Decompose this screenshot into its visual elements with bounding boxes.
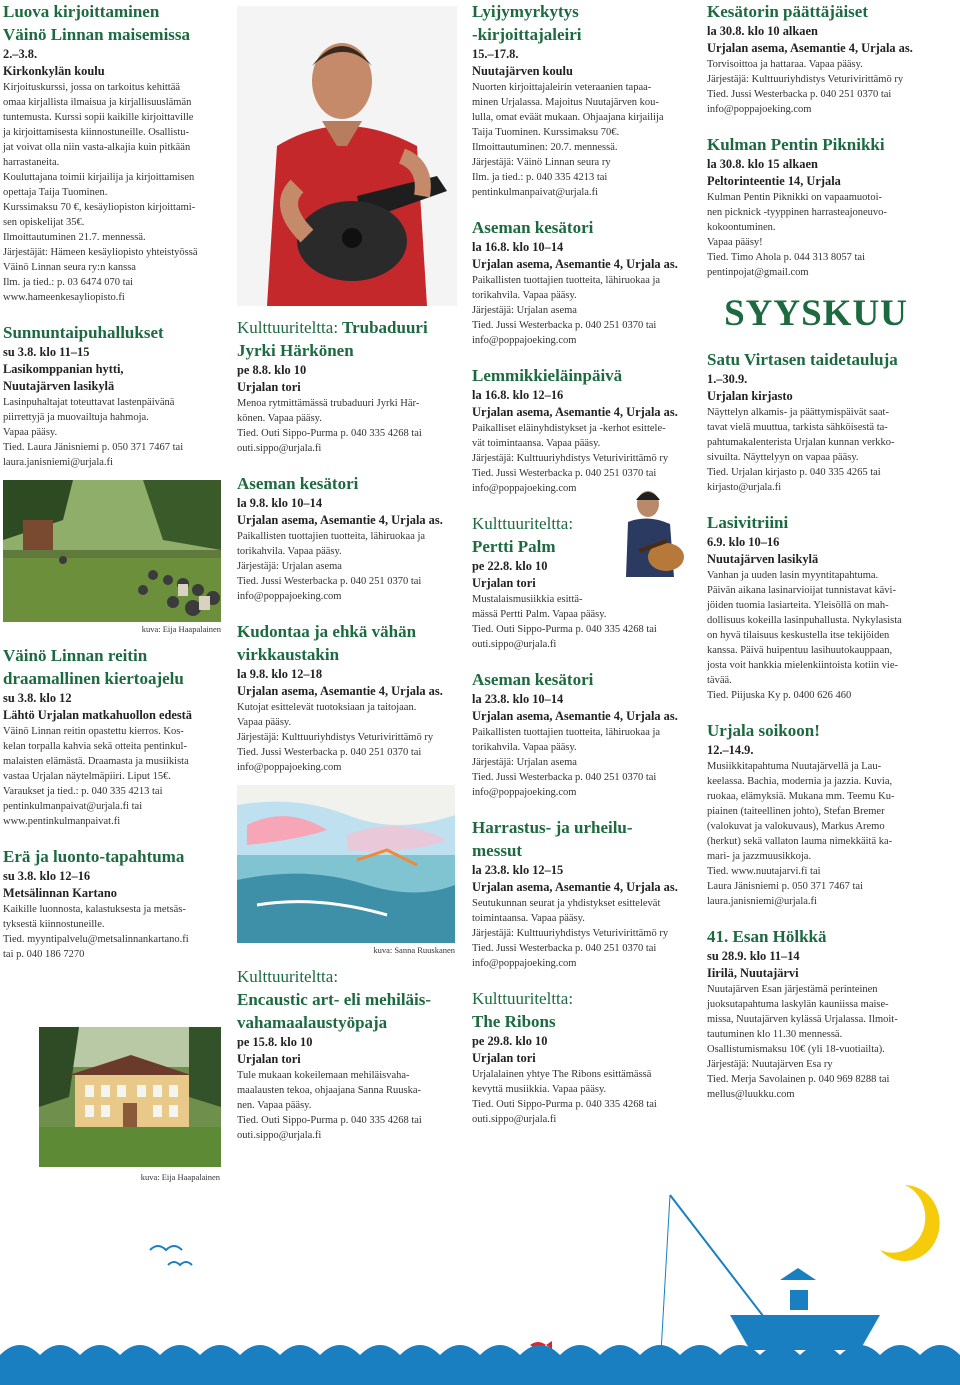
- photo-credit: kuva: Sanna Ruuskanen: [373, 945, 455, 955]
- event-body: [472, 592, 690, 652]
- event-text-line: Nuutajärven Esan järjestämä perinteinen: [707, 984, 878, 995]
- event-title: Aseman kesätori: [472, 670, 594, 689]
- event-text-line: Musiikkitapahtuma Nuutajärvellä ja Lau-: [707, 761, 882, 772]
- event-text-line: sivuilta. Näyttelyyn on vapaa pääsy.: [707, 452, 859, 463]
- event-body: [707, 759, 925, 909]
- event-body: [237, 700, 455, 775]
- event-place: Urjalan kirjasto: [707, 389, 793, 403]
- event-text-line[interactable]: info@poppajoeking.com: [472, 483, 577, 494]
- event-lasivitriini: [707, 511, 925, 703]
- event-urjala-soikoon: [707, 719, 925, 909]
- event-date: 2.–3.8.: [3, 47, 38, 61]
- event-kiertoajelu: [3, 644, 221, 829]
- event-body: [472, 80, 690, 200]
- event-text-line: Näyttelyn alkamis- ja päättymispäivät saat-: [707, 407, 889, 418]
- event-text-line: dollisuus kokeilla lasinpuhallusta. Nykylasista: [707, 615, 902, 626]
- event-text-line[interactable]: info@poppajoeking.com: [237, 762, 342, 773]
- event-text-line: josta voit hankkia mielenkiintoista kotiin vie-: [707, 660, 899, 671]
- event-text-line: jat voivat olla niin vasta-alkajia kuin pitkään: [3, 142, 191, 153]
- event-text-line: Järjestäjä: Nuutajärven Esa ry: [707, 1059, 833, 1070]
- event-body: [707, 405, 925, 495]
- event-text-line: torikahvila. Vapaa pääsy.: [472, 290, 577, 301]
- event-date: la 9.8. klo 12–18: [237, 667, 323, 681]
- event-encaustic: [237, 965, 455, 1143]
- event-text-line: Kaikille luonnosta, kalastuksesta ja metsäs-: [3, 904, 186, 915]
- event-text-line: tautuminen klo 11.30 mennessä.: [707, 1029, 843, 1040]
- event-the-ribons: [472, 987, 690, 1127]
- event-luova-kirjoittaminen: [3, 0, 221, 305]
- photo-outdoor-crowd: [3, 480, 221, 622]
- event-lemmikkielainpaiva: [472, 364, 690, 496]
- event-title: vahamaalaustyöpaja: [237, 1013, 388, 1032]
- event-text-line: mari- ja jazzmuusikkoja.: [707, 851, 812, 862]
- event-text-line[interactable]: www.pentinkulmanpaivat.fi: [3, 816, 121, 827]
- event-text-line: nen picknick -tyyppinen harrasteajoneuvo-: [707, 207, 887, 218]
- event-text-line[interactable]: outi.sippo@urjala.fi: [237, 1130, 322, 1141]
- event-title: draamallinen kiertoajelu: [3, 669, 184, 688]
- event-text-line: Järjestäjät: Hämeen kesäyliopisto yhteistyössä: [3, 247, 198, 258]
- event-text-line: sen opiskelijat 35€.: [3, 217, 85, 228]
- event-date: pe 8.8. klo 10: [237, 363, 307, 377]
- event-date: la 23.8. klo 10–14: [472, 692, 564, 706]
- event-text-line: Väinö Linnan seura ry:n kanssa: [3, 262, 136, 273]
- event-place: Kirkonkylän koulu: [3, 64, 105, 78]
- event-text-line: Osallistumismaksu 10€ (yli 18-vuotiailta).: [707, 1044, 885, 1055]
- event-text-line: Järjestäjä: Kulttuuriyhdistys Veturivirittämö ry: [707, 74, 904, 85]
- event-date: pe 15.8. klo 10: [237, 1035, 313, 1049]
- photo-pertti-palm: [618, 482, 690, 582]
- event-text-line: Kutojat esittelevät tuotoksiaan ja taitojaan.: [237, 702, 417, 713]
- column-2: [237, 0, 455, 1143]
- event-text-line[interactable]: pentinkulmanpaivat@urjala.fi: [472, 187, 599, 198]
- event-text-line: tyksestä kiinnostuneille.: [3, 919, 105, 930]
- event-text-line: Tied. Merja Savolainen p. 040 969 8288 tai: [707, 1074, 890, 1085]
- event-title: Jyrki Härkönen: [237, 341, 354, 360]
- event-title: Kulman Pentin Piknikki: [707, 135, 885, 154]
- event-text-line: Tied. Jussi Westerbacka p. 040 251 0370 tai: [707, 89, 892, 100]
- event-text-line: kanssa. Päivä huipentuu lasihuutokauppaan,: [707, 645, 893, 656]
- event-text-line: Nuorten kirjoittajaleirin veteraanien tapaa-: [472, 82, 652, 93]
- event-text-line: nen. Vapaa pääsy.: [237, 1100, 312, 1111]
- event-body: [472, 273, 690, 348]
- event-prefix: Kulttuuriteltta:: [472, 989, 574, 1008]
- event-body: [472, 1067, 690, 1127]
- event-text-line: Varaukset ja tied.: p. 040 335 4213 tai: [3, 786, 163, 797]
- event-place: Peltorinteentie 14, Urjala: [707, 174, 841, 188]
- event-text-line: torikahvila. Vapaa pääsy.: [472, 742, 577, 753]
- photo-credit: kuva: Eija Haapalainen: [141, 624, 221, 634]
- event-text-line: Järjestäjä: Kulttuuriyhdistys Veturivirittämö ry: [472, 928, 669, 939]
- event-date: 6.9. klo 10–16: [707, 535, 780, 549]
- event-date: la 9.8. klo 10–14: [237, 496, 323, 510]
- event-text-line: harrastaneita.: [3, 157, 60, 168]
- event-title: Väinö Linnan maisemissa: [3, 25, 191, 44]
- event-title: -kirjoittajaleiri: [472, 25, 582, 44]
- event-body: [707, 190, 925, 280]
- event-place: Iirilä, Nuutajärvi: [707, 966, 799, 980]
- event-text-line: juoksutapahtuma laskylän kauniissa maise-: [707, 999, 889, 1010]
- event-place: Nuutajärven lasikylä: [3, 379, 115, 393]
- event-date: pe 29.8. klo 10: [472, 1034, 548, 1048]
- event-text-line: Tied. Laura Jänisniemi p. 050 371 7467 tai: [3, 442, 184, 453]
- event-text-line[interactable]: Tied. www.nuutajarvi.fi tai: [707, 866, 821, 877]
- event-place: Urjalan asema, Asemantie 4, Urjala as.: [472, 709, 678, 723]
- column-3: [472, 0, 690, 1127]
- event-harrastusmessut: [472, 816, 690, 971]
- event-text-line[interactable]: Tied. myyntipalvelu@metsalinnankartano.fi: [3, 934, 189, 945]
- event-text-line: kokoontuminen.: [707, 222, 776, 233]
- event-date: 12.–14.9.: [707, 743, 754, 757]
- event-text-line: Päivän aikana lasinarvioijat tunnistavat kävi-: [707, 585, 896, 596]
- event-text-line: lulla, omat eväät mukaan. Ohjaajana kirjailija: [472, 112, 664, 123]
- event-text-line: Kurssimaksu 70 €, kesäyliopiston kirjoittami-: [3, 202, 196, 213]
- event-body: [237, 529, 455, 604]
- event-date: su 3.8. klo 12–16: [3, 869, 91, 883]
- event-pertti-palm: [472, 512, 690, 652]
- event-text-line[interactable]: pentinpojat@gmail.com: [707, 267, 809, 278]
- event-text-line[interactable]: info@poppajoeking.com: [707, 104, 812, 115]
- event-text-line[interactable]: outi.sippo@urjala.fi: [472, 1114, 557, 1125]
- event-title: Urjala soikoon!: [707, 721, 820, 740]
- event-text-line: Paikalliset eläinyhdistykset ja -kerhot esittele-: [472, 423, 666, 434]
- event-kesatorin-paattajaiset: [707, 0, 925, 117]
- event-text-line: (valokuvat ja valokuvaus), Markus Aremo: [707, 821, 885, 832]
- event-text-line: Kulman Pentin Piknikki on vapaamuotoi-: [707, 192, 882, 203]
- event-title: Aseman kesätori: [237, 474, 359, 493]
- event-text-line: Tied. Jussi Westerbacka p. 040 251 0370 tai: [237, 747, 422, 758]
- event-text-line: mässä Pertti Palm. Vapaa pääsy.: [472, 609, 607, 620]
- event-title: Pertti Palm: [472, 537, 556, 556]
- event-text-line: Torvisoittoa ja hattaraa. Vapaa pääsy.: [707, 59, 863, 70]
- event-text-line: Tied. Urjalan kirjasto p. 040 335 4265 tai: [707, 467, 881, 478]
- event-text-line: Järjestäjä: Urjalan asema: [237, 561, 342, 572]
- photo-encaustic-painting: [237, 785, 455, 943]
- sea-waves: [0, 1345, 960, 1385]
- event-text-line: Tied. Jussi Westerbacka p. 040 251 0370 tai: [472, 943, 657, 954]
- event-text-line: Ilmoittautuminen 21.7. mennessä.: [3, 232, 146, 243]
- event-text-line[interactable]: outi.sippo@urjala.fi: [472, 639, 557, 650]
- event-era-ja-luonto: [3, 845, 221, 962]
- event-title: virkkaustakin: [237, 645, 340, 664]
- event-title: [237, 316, 455, 339]
- event-text-line: könen. Vapaa pääsy.: [237, 413, 322, 424]
- event-text-line[interactable]: mellus@luukku.com: [707, 1089, 795, 1100]
- event-date: su 28.9. klo 11–14: [707, 949, 800, 963]
- event-text-line: Kouluttajana toimii kirjailija ja kirjoittamisen: [3, 172, 195, 183]
- moon-icon: [880, 1185, 940, 1261]
- event-place: Urjalan asema, Asemantie 4, Urjala as.: [237, 684, 443, 698]
- event-text-line: Vapaa pääsy.: [237, 717, 292, 728]
- event-text-line: Tied. Timo Ahola p. 044 313 8057 tai: [707, 252, 866, 263]
- event-body: [707, 568, 925, 703]
- event-date: su 3.8. klo 11–15: [3, 345, 90, 359]
- event-prefix: Kulttuuriteltta:: [237, 967, 339, 986]
- event-text-line: Kirjoituskurssi, jossa on tarkoitus kehittää: [3, 82, 181, 93]
- bird-icons: [150, 1246, 192, 1265]
- event-text-line: torikahvila. Vapaa pääsy.: [237, 546, 342, 557]
- event-text-line: Väinö Linnan reitin opastettu kierros. Kos-: [3, 726, 184, 737]
- event-title: Sunnuntaipuhallukset: [3, 323, 164, 342]
- event-text-line: tavat vielä muuttua, tarkista sähköisestä ta-: [707, 422, 888, 433]
- event-text-line: Tied. Outi Sippo-Purma p. 040 335 4268 tai: [472, 624, 657, 635]
- event-text-line[interactable]: laura.janisniemi@urjala.fi: [707, 896, 817, 907]
- event-body: [3, 902, 221, 962]
- event-place: Urjalan asema, Asemantie 4, Urjala as.: [472, 405, 678, 419]
- event-text-line: on hyvä tilaisuus keskustella itse tekijöiden: [707, 630, 890, 641]
- event-text-line: Taija Tuominen. Kurssimaksu 70€.: [472, 127, 620, 138]
- event-date: 15.–17.8.: [472, 47, 519, 61]
- event-text-line: Järjestäjä: Urjalan asema: [472, 757, 577, 768]
- event-place: Urjalan asema, Asemantie 4, Urjala as.: [472, 257, 678, 271]
- event-text-line: ruokaa, elämyksiä. Mukana mm. Teemu Ku-: [707, 791, 895, 802]
- event-place: Urjalan asema, Asemantie 4, Urjala as.: [707, 41, 913, 55]
- event-title: Harrastus- ja urheilu-: [472, 818, 633, 837]
- event-text-line: toimintaansa. Vapaa pääsy.: [472, 913, 585, 924]
- event-place: Metsälinnan Kartano: [3, 886, 117, 900]
- event-body: [3, 724, 221, 829]
- photo-credit: kuva: Eija Haapalainen: [140, 1172, 220, 1182]
- event-body: [237, 396, 455, 456]
- event-date: 1.–30.9.: [707, 372, 748, 386]
- event-title: The Ribons: [472, 1012, 556, 1031]
- event-body: [472, 896, 690, 971]
- event-text-line: tai p. 040 186 7270: [3, 949, 85, 960]
- event-text-line: Tied. Jussi Westerbacka p. 040 251 0370 tai: [472, 320, 657, 331]
- event-text-line: keelassa. Bachia, modernia ja jazzia. Kuvia,: [707, 776, 893, 787]
- event-text-line: vät toimintaansa. Vapaa pääsy.: [472, 438, 601, 449]
- event-date: la 30.8. klo 15 alkaen: [707, 157, 818, 171]
- event-text-line: kevyttä musiikkia. Vapaa pääsy.: [472, 1084, 607, 1095]
- event-date: la 30.8. klo 10 alkaen: [707, 24, 818, 38]
- event-text-line: ja kirjoittamisesta kiinnostuneille. Osallistu-: [3, 127, 190, 138]
- event-text-line[interactable]: info@poppajoeking.com: [472, 335, 577, 346]
- event-text-line: Tied. Piijuska Ky p. 0400 626 460: [707, 690, 852, 701]
- event-aseman-kesatori-1: [237, 472, 455, 604]
- event-text-line: piainen (taiteellinen johto), Stefan Bremer: [707, 806, 885, 817]
- event-title: Lyijymyrkytys: [472, 2, 579, 21]
- event-title: Lemmikkieläinpäivä: [472, 366, 623, 385]
- event-place: Urjalan asema, Asemantie 4, Urjala as.: [472, 880, 678, 894]
- photo-manor: [39, 1027, 221, 1167]
- event-text-line: Urjalalainen yhtye The Ribons esittämässä: [472, 1069, 652, 1080]
- event-text-line: Vapaa pääsy!: [707, 237, 763, 248]
- event-aseman-kesatori-2: [472, 216, 690, 348]
- event-title: Kudontaa ja ehkä vähän: [237, 622, 417, 641]
- event-text-line: maalausten tekoa, ohjaajana Sanna Ruuska-: [237, 1085, 421, 1096]
- sea-illustration: [0, 1155, 960, 1385]
- event-esan-holkka: [707, 925, 925, 1102]
- event-text-line[interactable]: info@poppajoeking.com: [472, 958, 577, 969]
- event-text-line: Laura Jänisniemi p. 050 371 7467 tai: [707, 881, 864, 892]
- event-text-line: malaisten elämästä. Draamasta ja musiikista: [3, 756, 189, 767]
- event-text-line: omaa kirjallista ilmaisua ja kirjallisuuslämän: [3, 97, 192, 108]
- event-text-line: Järjestäjä: Väinö Linnan seura ry: [472, 157, 611, 168]
- event-place: Urjalan tori: [237, 380, 301, 394]
- event-text-line[interactable]: kirjasto@urjala.fi: [707, 482, 782, 493]
- event-text-line: pahtumakalenterista Urjalan kunnan verkko-: [707, 437, 895, 448]
- event-title: 41. Esan Hölkkä: [707, 927, 827, 946]
- event-text-line: Paikallisten tuottajien tuotteita, lähiruokaa ja: [237, 531, 426, 542]
- event-text-line: piirrettyjä ja muovailtuja hahmoja.: [3, 412, 149, 423]
- event-kulman-pentin-piknikki: [707, 133, 925, 280]
- event-text-line: Tied. Outi Sippo-Purma p. 040 335 4268 tai: [237, 428, 422, 439]
- event-text-line[interactable]: outi.sippo@urjala.fi: [237, 443, 322, 454]
- event-text-line: Paikallisten tuottajien tuotteita, lähiruokaa ja: [472, 275, 661, 286]
- event-text-line: Vanhan ja uuden lasin myyntitapahtuma.: [707, 570, 879, 581]
- event-text-line: Tied. Jussi Westerbacka p. 040 251 0370 tai: [237, 576, 422, 587]
- event-text-line: Mustalaismusiikkia esittä-: [472, 594, 583, 605]
- event-prefix: Kulttuuriteltta:: [237, 318, 339, 337]
- event-text-line: missa, Nuutajärven kylässä Urjalassa. Ilmoit-: [707, 1014, 898, 1025]
- event-title: Encaustic art- eli mehiläis-: [237, 990, 432, 1009]
- event-text-line[interactable]: laura.janisniemi@urjala.fi: [3, 457, 113, 468]
- event-title: Aseman kesätori: [472, 218, 594, 237]
- event-text-line: vastaa Urjalan näytelmäpiiri. Liput 15€.: [3, 771, 171, 782]
- event-text-line: Ilm. ja tied.: p. 040 335 4213 tai: [472, 172, 608, 183]
- event-text-line: Järjestäjä: Kulttuuriyhdistys Veturivirittämö ry: [472, 453, 669, 464]
- event-text-line: jöiden tuomia lasiarteita. Yleisöllä on mah-: [707, 600, 889, 611]
- event-text-line: Paikallisten tuottajien tuotteita, lähiruokaa ja: [472, 727, 661, 738]
- event-text-line: Järjestäjä: Kulttuuriyhdistys Veturivirittämö ry: [237, 732, 434, 743]
- event-kudontaa: [237, 620, 455, 775]
- event-date: la 16.8. klo 12–16: [472, 388, 564, 402]
- event-text-line: Tule mukaan kokeilemaan mehiläisvaha-: [237, 1070, 410, 1081]
- event-place: Urjalan tori: [237, 1052, 301, 1066]
- event-text-line: Seutukunnan seurat ja yhdistykset esittelevät: [472, 898, 661, 909]
- month-heading: SYYSKUU: [724, 293, 908, 334]
- event-title: Luova kirjoittaminen: [3, 2, 160, 21]
- event-place: Urjalan tori: [472, 1051, 536, 1065]
- event-text-line: Tied. Jussi Westerbacka p. 040 251 0370 tai: [472, 468, 657, 479]
- event-text-line: kelan torpalla kahvia sekä otteita pentinkul-: [3, 741, 187, 752]
- event-text-line: Vapaa pääsy.: [3, 427, 58, 438]
- event-place: Urjalan tori: [472, 576, 536, 590]
- event-title: Erä ja luonto-tapahtuma: [3, 847, 185, 866]
- event-text-line: Ilmoittautuminen: 20.7. mennessä.: [472, 142, 618, 153]
- event-title: Kesätorin päättäjäiset: [707, 2, 869, 21]
- event-body: [3, 80, 221, 305]
- event-text-line: Järjestäjä: Urjalan asema: [472, 305, 577, 316]
- fisherman-boat-icon: [660, 1195, 880, 1370]
- event-body: [707, 982, 925, 1102]
- event-text-line: minen Urjalassa. Majoitus Nuutajärven kou-: [472, 97, 659, 108]
- event-place: Nuutajärven lasikylä: [707, 552, 819, 566]
- event-text-line: opettaja Taija Tuominen.: [3, 187, 108, 198]
- event-text-line: tävää.: [707, 675, 732, 686]
- event-date: la 23.8. klo 12–15: [472, 863, 564, 877]
- event-text-line: Tied. Outi Sippo-Purma p. 040 335 4268 tai: [472, 1099, 657, 1110]
- event-title-tail: Trubaduuri: [342, 318, 428, 337]
- event-sunnuntaipuhallukset: [3, 321, 221, 470]
- event-text-line: Tied. Jussi Westerbacka p. 040 251 0370 tai: [472, 772, 657, 783]
- column-4: [707, 0, 925, 1102]
- event-body: [3, 395, 221, 470]
- event-place: Urjalan asema, Asemantie 4, Urjala as.: [237, 513, 443, 527]
- event-text-line[interactable]: info@poppajoeking.com: [472, 787, 577, 798]
- event-title: Satu Virtasen taidetauluja: [707, 350, 898, 369]
- event-title: Lasivitriini: [707, 513, 789, 532]
- event-trubaduuri: [237, 316, 455, 456]
- event-text-line[interactable]: info@poppajoeking.com: [237, 591, 342, 602]
- event-text-line: Tied. Outi Sippo-Purma p. 040 335 4268 tai: [237, 1115, 422, 1126]
- event-text-line: (herkut) sekä vallaton lauma nimekkäitä ka-: [707, 836, 893, 847]
- event-text-line: Ilm. ja tied.: p. 03 6474 070 tai: [3, 277, 134, 288]
- event-body: [237, 1068, 455, 1143]
- event-prefix: Kulttuuriteltta:: [472, 514, 574, 533]
- event-date: la 16.8. klo 10–14: [472, 240, 564, 254]
- event-satu-virtanen: [707, 348, 925, 495]
- event-text-line: Menoa rytmittämässä trubaduuri Jyrki Här-: [237, 398, 420, 409]
- event-lyijymyrkytys: [472, 0, 690, 200]
- event-date: su 3.8. klo 12: [3, 691, 72, 705]
- event-text-line[interactable]: www.hameenkesayliopisto.fi: [3, 292, 125, 303]
- column-1: [3, 0, 221, 962]
- event-title: messut: [472, 841, 523, 860]
- event-body: [707, 57, 925, 117]
- event-place: Lasikomppanian hytti,: [3, 362, 124, 376]
- event-aseman-kesatori-3: [472, 668, 690, 800]
- event-text-line: Lasinpuhaltajat toteuttavat lastenpäivänä: [3, 397, 175, 408]
- event-date: pe 22.8. klo 10: [472, 559, 548, 573]
- event-place: Nuutajärven koulu: [472, 64, 573, 78]
- photo-jyrki-harkonen: [237, 6, 457, 306]
- event-place: Lähtö Urjalan matkahuollon edestä: [3, 708, 192, 722]
- event-text-line: tuntemusta. Kurssi sopii kaikille kirjoittaville: [3, 112, 194, 123]
- event-body: [472, 725, 690, 800]
- event-title: Väinö Linnan reitin: [3, 646, 148, 665]
- event-text-line[interactable]: pentinkulmanpaivat@urjala.fi tai: [3, 801, 143, 812]
